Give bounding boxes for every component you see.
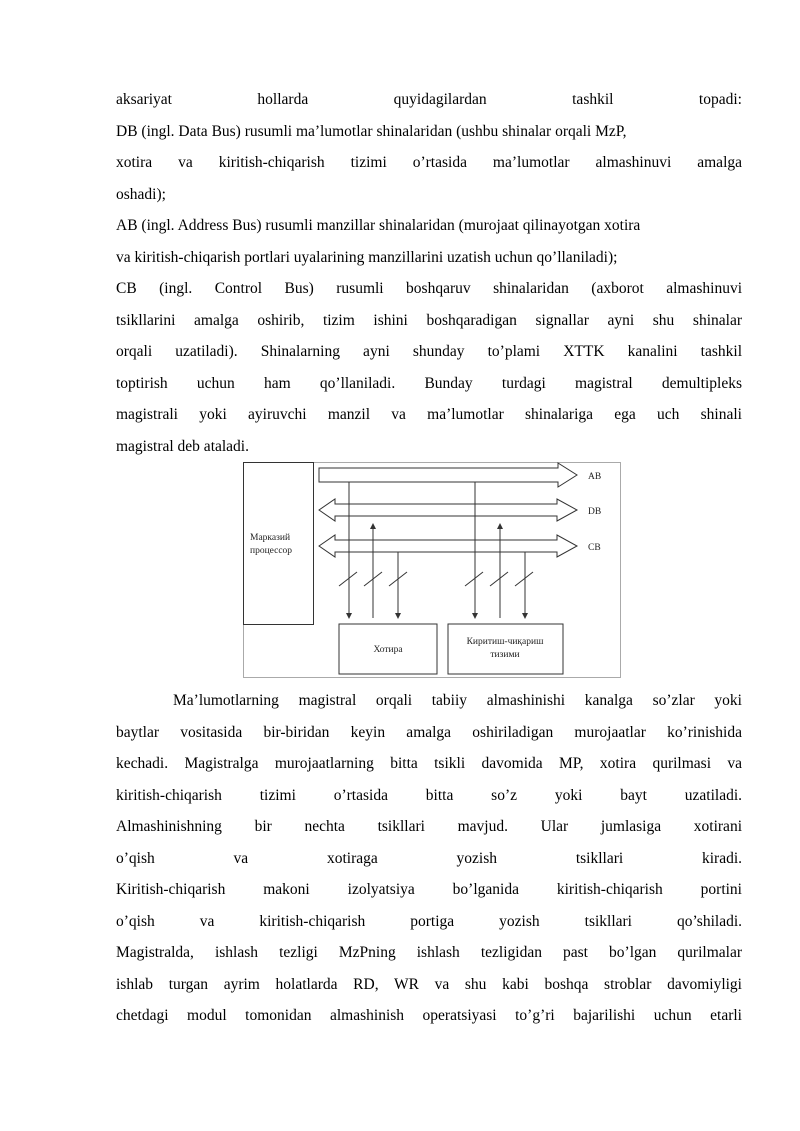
text-line: ishlab turgan ayrim holatlarda RD, WR va shu kabi boshqa stroblar davomiyligi [116,975,742,993]
text-line: toptirish uchun ham qo’llaniladi. Bunday turdagi magistral demultipleks [116,374,742,392]
diagram-frame [244,463,621,678]
bus-label-cb: CB [588,543,601,553]
io-block [448,624,563,674]
text-line: xotira va kiritish-chiqarish tizimi o’rtasida ma’lumotlar almashinuvi amalga [116,154,742,171]
text-line: o’qish va xotiraga yozish tsikllari kiradi. [116,849,742,867]
text-line: magistrali yoki ayiruvchi manzil va ma’lumotlar shinalariga ega uch shinali [116,406,742,423]
text-line: Almashinishning bir nechta tsikllari mavjud. Ular jumlasiga xotirani [116,818,742,835]
bus-diagram [243,462,621,678]
text-line: CB (ingl. Control Bus) rusumli boshqaruv shinalaridan (axborot almashinuvi [116,280,742,297]
text-line: DB (ingl. Data Bus) rusumli ma’lumotlar shinalaridan (ushbu shinalar orqali MzP, [116,122,627,140]
text-line: tsikllarini amalga oshirib, tizim ishini boshqaradigan signallar ayni shu shinalar [116,311,742,329]
text-line: chetdagi modul tomonidan almashinish operatsiyasi to’g’ri bajarilishi uchun etarli [116,1007,742,1024]
text-line: kechadi. Magistralga murojaatlarning bitta tsikli davomida MP, xotira qurilmasi va [116,755,742,772]
data-bus [319,499,577,521]
text-line: o’qish va kiritish-chiqarish portiga yozish tsikllari qo’shiladi. [116,912,742,930]
text-line: baytlar vositasida bir-biridan keyin amalga oshiriladigan murojaatlar ko’rinishida [116,723,742,741]
cpu-block [244,463,314,625]
text-line: Kiritish-chiqarish makoni izolyatsiya bo’lganida kiritish-chiqarish portini [116,881,742,898]
text-line: orqali uzatiladi). Shinalarning ayni shunday to’plami XTTK kanalini tashkil [116,343,742,360]
cpu-label: Марказий [250,533,291,543]
paragraph-buses [116,84,742,462]
address-bus [319,463,577,487]
memory-label: Хотира [373,645,403,655]
text-line: magistral deb ataladi. [116,437,249,455]
text-line: aksariyat hollarda quyidagilardan tashkil topadi: [116,91,742,108]
bus-label-db: DB [588,507,602,517]
text-line: AB (ingl. Address Bus) rusumli manzillar shinalaridan (murojaat qilinayotgan xotira [116,217,641,234]
control-bus [319,535,577,557]
text-line: va kiritish-chiqarish portlari uyalarining manzillarini uzatish uchun qo’llaniladi); [116,248,618,266]
io-label: Киритиш-чиқариш [466,637,544,647]
cpu-label: процессор [250,546,293,556]
paragraph-exchange [116,685,742,1032]
text-line: kiritish-chiqarish tizimi o’rtasida bitta so’z yoki bayt uzatiladi. [116,786,742,804]
text-line: Ma’lumotlarning magistral orqali tabiiy almashinishi kanalga so’zlar yoki [173,692,742,709]
io-label: тизими [490,650,520,660]
bus-label-ab: AB [588,472,602,482]
text-line: oshadi); [116,185,166,203]
text-line: Magistralda, ishlash tezligi MzPning ishlash tezligidan past bo’lgan qurilmalar [116,944,742,961]
